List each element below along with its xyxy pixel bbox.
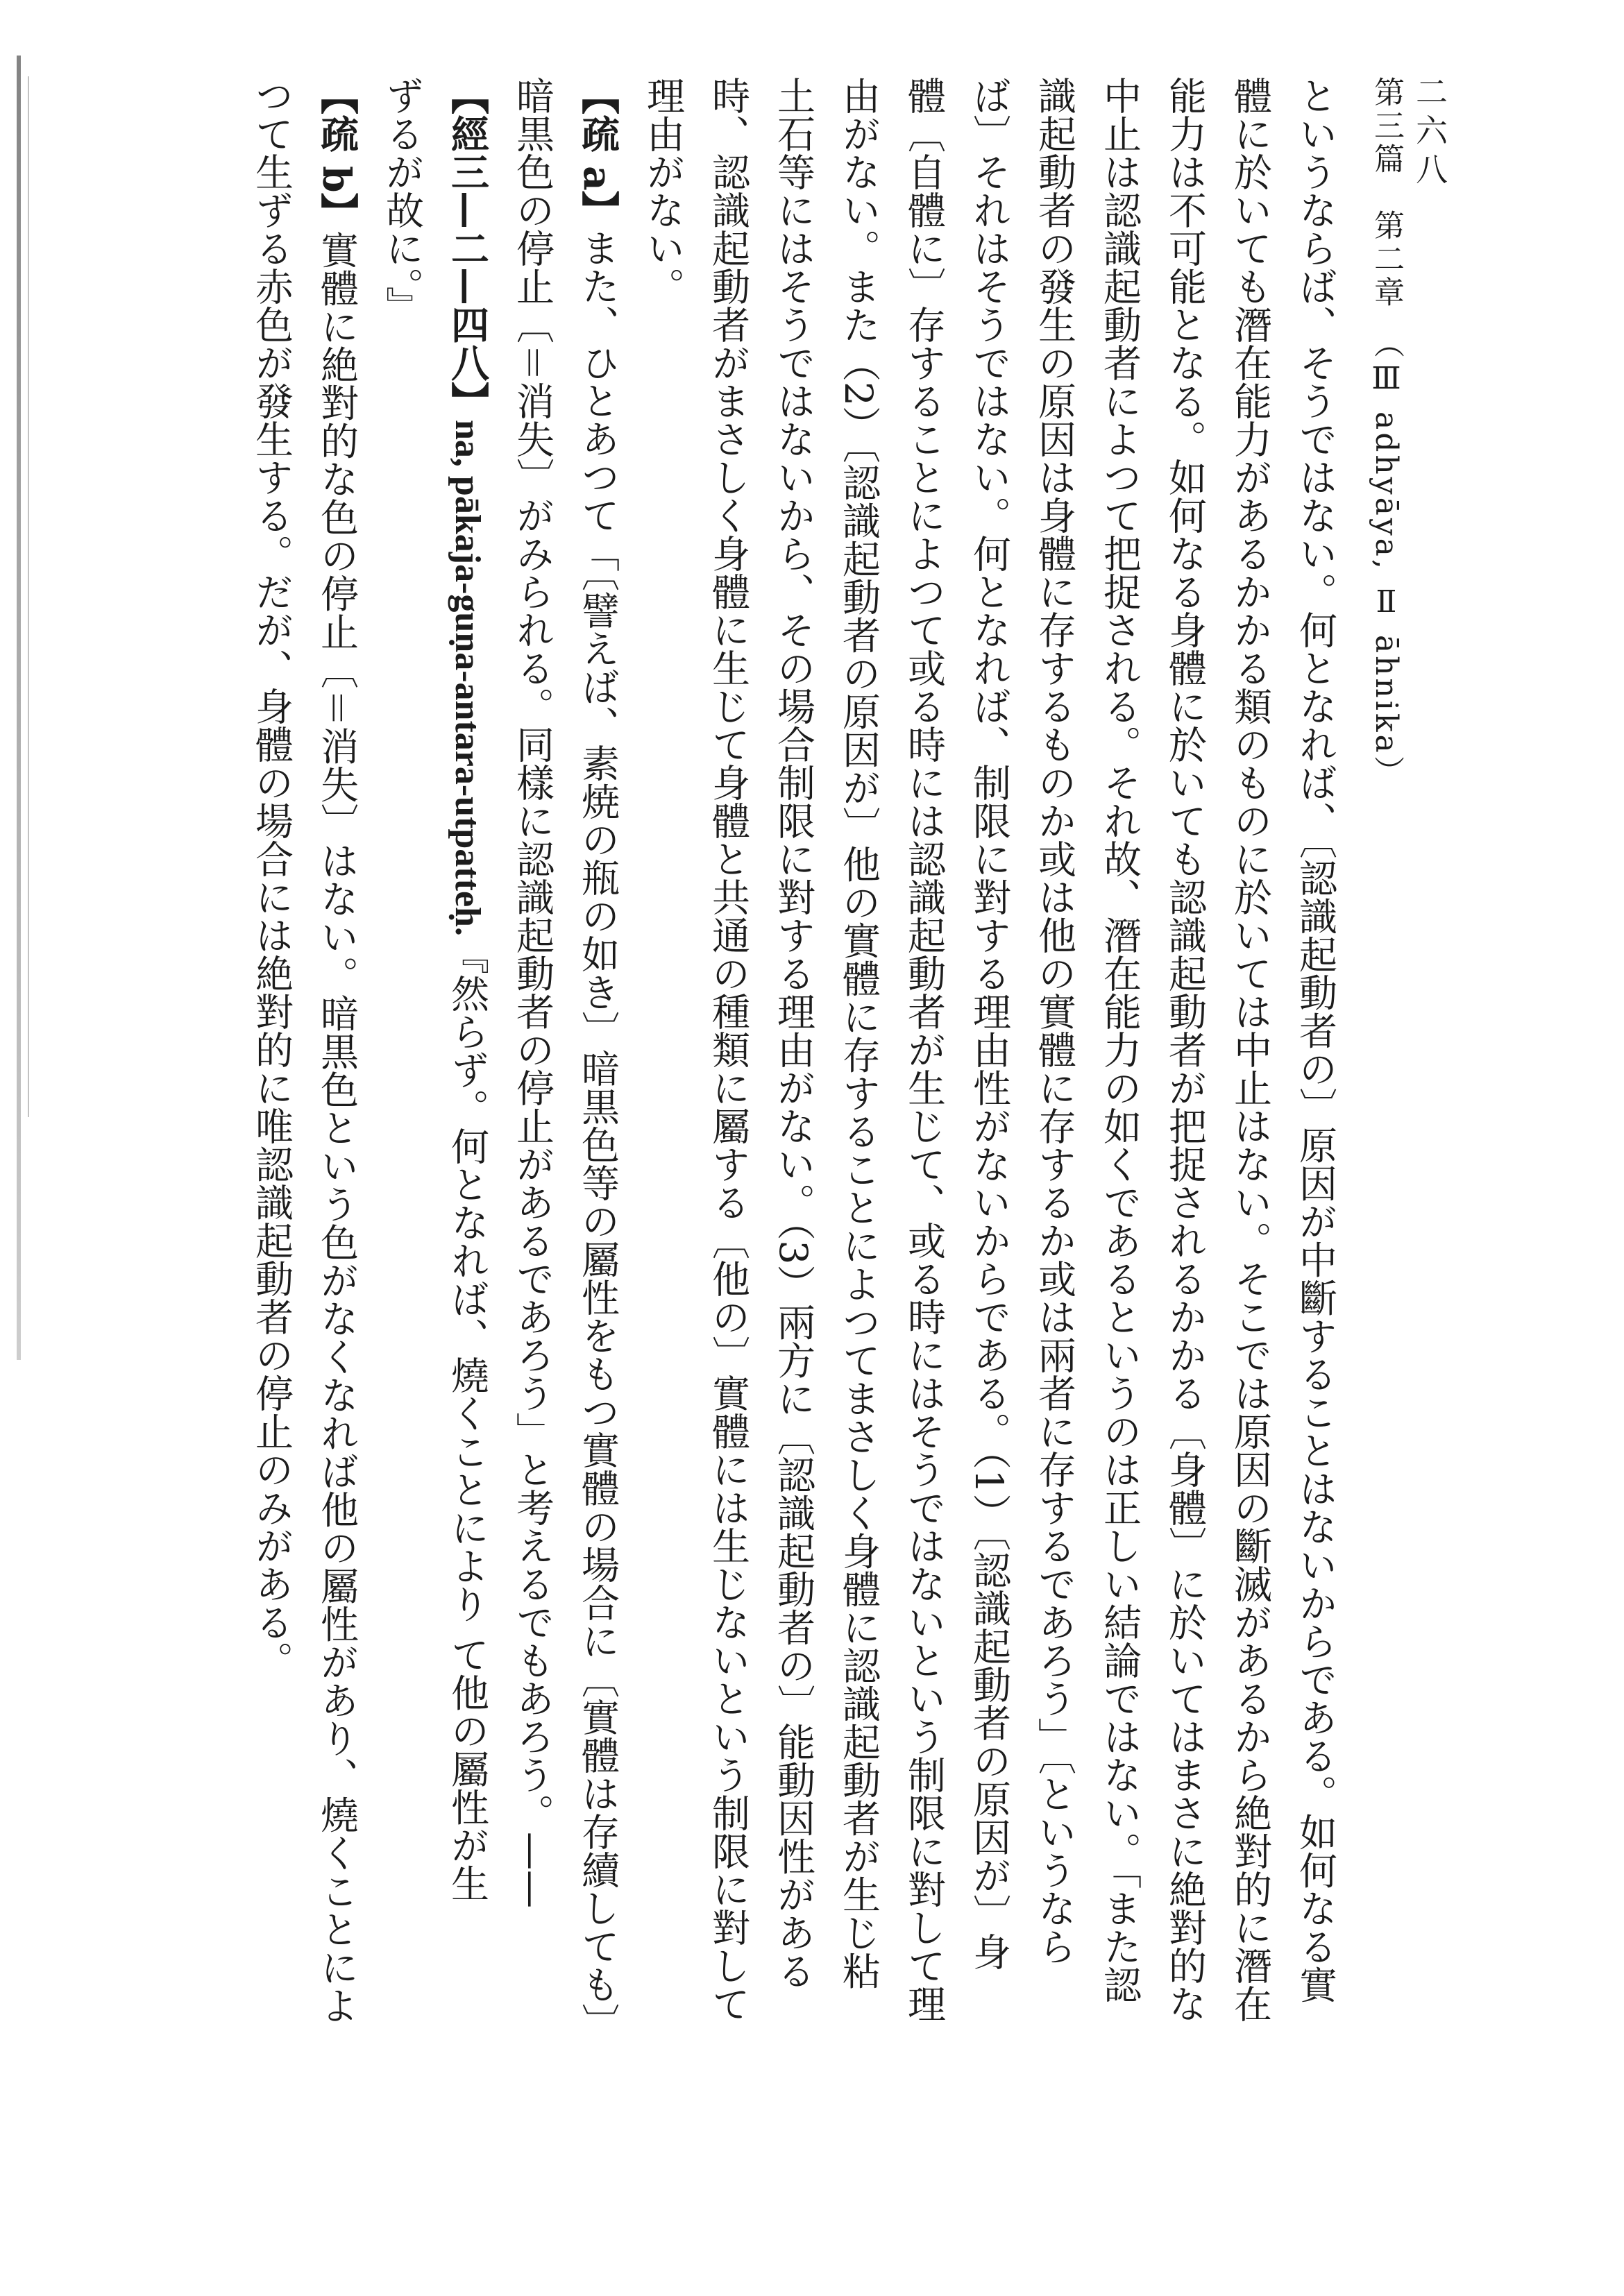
commentary-b-line-1 [304,76,369,2158]
body-line-6: ば〕それはそうではない。何となれば、制限に對する理由性がないからである。（1）〔認識起動者の原因が〕身 [967,76,1011,1971]
sutra-latin: na, pākaja-guṇa-antara-utpatteḥ. [448,420,487,936]
scan-binding-edge-secondary [28,76,29,1117]
body-line-9: 土石等にはそうではないから、その場合制限に對する理由がない。（3）兩方に〔認識起動者の〕能動因性がある [771,76,815,1990]
body-line-11: 理由がない。 [641,76,685,305]
commentary-b-line-2: つて生ずる赤色が發生する。だが、身體の場合には絶對的に唯認識起動者の停止のみがある。 [249,76,294,1679]
commentary-a-line-2: 暗黒色の停止〔＝消失〕がみられる。同樣に認識起動者の停止があるであろう」と考えるでもあろう。—— [510,76,555,1908]
commentary-b-text-1: 實體に絶對的な色の停止〔＝消失〕はない。暗黒色という色がなくなれば他の屬性があり、燒くことによ [314,230,359,2025]
scan-binding-edge [17,56,21,1360]
page-number: 二六八 [1411,75,1448,192]
running-header: 第三篇 第二章 （Ⅲ adhyāya, Ⅱ āhnika） [1369,76,1404,789]
sutra-label: 【經三—二—四八】 [445,76,490,420]
sutra-text-1: 『然らず。何となれば、燒くことにより て他の屬性が生 [445,935,489,1903]
body-line-7: 體〔自體に〕存することによつて或る時には認識起動者が生じて、或る時にはそうではないという制限に對して理 [902,76,946,2023]
body-line-4: 中止は認識起動者によつて把捉される。それ故、潛在能力の如くであるというのは正しい結論ではない。「また認 [1097,76,1142,2004]
commentary-a-line-1 [565,76,630,2158]
body-line-5: 識起動者の發生の原因は身體に存するものか或は他の實體に存するか或は兩者に存するであろう」〔というなら [1032,76,1076,1966]
body-line-8: 由がない。また（2）〔認識起動者の原因が〕他の實體に存することによつてまさしく身體に認識起動者が生じ粘 [836,76,881,1990]
vertical-text-body [197,76,1419,2158]
body-line-10: 時、認識起動者がまさしく身體に生じて身體と共通の種類に屬する〔他の〕實體には生じないという制限に對して [706,76,750,2023]
body-line-1: というならば、そうではない。何となれば、〔認識起動者の〕原因が中斷することはないからである。如何なる實 [1293,76,1337,2004]
sutra-line-2: ずるが故に。』 [380,76,424,325]
body-line-3: 能力は不可能となる。如何なる身體に於いても認識起動者が把捉されるかかる〔身體〕に於いてはまさに絶對的な [1162,76,1207,2023]
commentary-a-text-1: また、ひとあつて「〔譬えば、素焼の瓶の如き〕暗黒色等の屬性をもつ實體の場合に〔實體は存續しても〕 [575,228,620,2042]
commentary-a-label: 【疏 a】 [575,76,620,229]
commentary-b-label: 【疏 b】 [314,76,360,231]
body-line-2: 體に於いても潛在能力があるかかる類のものに於いては中止はない。そこでは原因の斷滅があるから絶對的に潛在 [1228,76,1272,2023]
sutra-line-1 [434,76,500,2158]
